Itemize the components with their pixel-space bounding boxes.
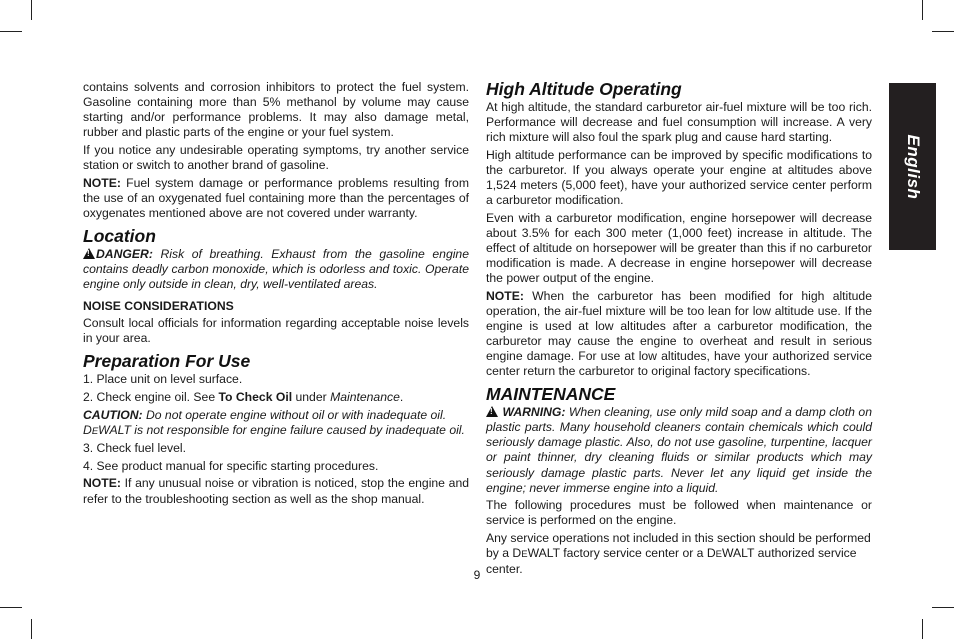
altitude-paragraph: High altitude performance can be improved by specific modifications to the carburetor. If you always operate your engine at altitudes above 1,524 meters (5,000 feet), have your authorized service center perform a carburetor modification.: [486, 147, 872, 208]
crop-mark: [922, 0, 923, 20]
symptoms-paragraph: If you notice any undesirable operating symptoms, try another service station or switch to another brand of gasoline.: [83, 142, 469, 172]
caution-text: E: [91, 425, 99, 437]
warning-text: When cleaning, use only mild soap and a damp cloth on plastic parts. Many household cleaners contain chemicals which could seriously damage plastic. Also, do not use gasoline, turpentine, lacquer or paint thinner, dry cleaning fluids or similar products which may seriously damage plastic parts. Never let any liquid get inside the engine; never immerse engine into a liquid.: [486, 405, 872, 495]
danger-label: DANGER:: [96, 246, 153, 261]
crop-mark: [31, 0, 32, 20]
note-text: Fuel system damage or performance problems resulting from the use of an oxygenated fuel containing more than the percentages of oxygenates mentioned above are not covered under warranty.: [83, 175, 469, 220]
note-text: If any unusual noise or vibration is noticed, stop the engine and refer to the troubleshooting section as well as the shop manual.: [83, 476, 469, 506]
step-section: Maintenance: [330, 390, 400, 404]
crop-mark: [932, 31, 954, 32]
caution-text: WALT is not responsible for engine failure caused by inadequate oil.: [98, 422, 465, 437]
altitude-heading: High Altitude Operating: [486, 79, 682, 99]
crop-mark: [31, 619, 32, 639]
vibration-note: [83, 476, 469, 506]
altitude-paragraph: Even with a carburetor modification, engine horsepower will decrease about 3.5% for each 300 meter (1,000 feet) increase in altitude. The effect of altitude on horsepower will be greater than this if no carburetor modification is made. A decrease in engine horsepower will decrease the power output of the engine.: [486, 210, 872, 286]
right-column: [486, 80, 872, 580]
language-tab-label: English: [903, 134, 923, 199]
list-item: [83, 390, 469, 405]
step-text: 2. Check engine oil. See: [83, 390, 219, 404]
altitude-note: [486, 289, 872, 380]
noise-heading: NOISE CONSIDERATIONS: [83, 299, 234, 314]
fuel-paragraph: contains solvents and corrosion inhibitors to protect the fuel system. Gasoline containing more than 5% methanol by volume may cause starting and/or performance problems. It may also damage metal, rubber and plastic parts of the engine or your fuel system.: [83, 80, 469, 140]
paragraph-text: E: [521, 549, 528, 561]
warning-notice: [486, 405, 872, 496]
list-item: 4. See product manual for specific starting procedures.: [83, 458, 379, 473]
left-column: [83, 80, 469, 509]
caution-notice: [83, 408, 469, 439]
crop-mark: [0, 31, 22, 32]
warning-triangle-icon: [83, 248, 95, 259]
step-reference: To Check Oil: [218, 390, 293, 404]
note-label: NOTE:: [486, 288, 524, 303]
note-text: When the carburetor has been modified for high altitude operation, the air-fuel mixture will be too lean for low altitude use. If the engine is used at low altitudes after a carburetor modification, the carburetor may cause the engine to overheat and result in serious engine damage. For use at low altitudes, have your authorized service center return the carburetor to original factory specifications.: [486, 288, 872, 379]
paragraph-text: Any service operations not included in this section should be performed by a D: [486, 530, 871, 561]
language-tab: [889, 83, 936, 250]
note-label: NOTE:: [83, 175, 121, 190]
location-heading: Location: [83, 225, 156, 246]
note-label: NOTE:: [83, 476, 121, 491]
maintenance-paragraph: The following procedures must be followed when maintenance or service is performed on the engine.: [486, 498, 872, 528]
noise-paragraph: Consult local officials for information regarding acceptable noise levels in your area.: [83, 316, 469, 346]
page-number: 9: [473, 568, 481, 582]
list-item: 3. Check fuel level.: [83, 441, 186, 456]
caution-text: Do not operate engine without oil or with inadequate oil. D: [83, 407, 447, 437]
warning-triangle-icon: [486, 406, 498, 417]
paragraph-text: WALT authorized service center.: [486, 546, 857, 577]
crop-mark: [932, 607, 954, 608]
danger-text: Risk of breathing. Exhaust from the gasoline engine contains deadly carbon monoxide, which is odorless and toxic. Operate engine only outside in clean, dry, well-ventilated areas.: [83, 246, 469, 292]
step-text: .: [399, 390, 404, 404]
crop-mark: [0, 607, 22, 608]
altitude-paragraph: At high altitude, the standard carburetor air-fuel mixture will be too rich. Performance will decrease and fuel consumption will increase. A very rich mixture will also foul the spark plug and cause hard starting.: [486, 100, 872, 145]
step-text: under: [292, 390, 331, 404]
paragraph-text: WALT factory service center or a D: [527, 546, 716, 561]
fuel-note: [83, 176, 469, 221]
preparation-heading: Preparation For Use: [83, 351, 251, 372]
paragraph-text: E: [715, 549, 722, 561]
crop-mark: [922, 619, 923, 639]
list-item: 1. Place unit on level surface.: [83, 372, 243, 387]
caution-label: CAUTION:: [83, 407, 143, 422]
maintenance-heading: MAINTENANCE: [486, 384, 616, 405]
danger-notice: [83, 247, 469, 292]
warning-label: WARNING:: [502, 405, 566, 420]
